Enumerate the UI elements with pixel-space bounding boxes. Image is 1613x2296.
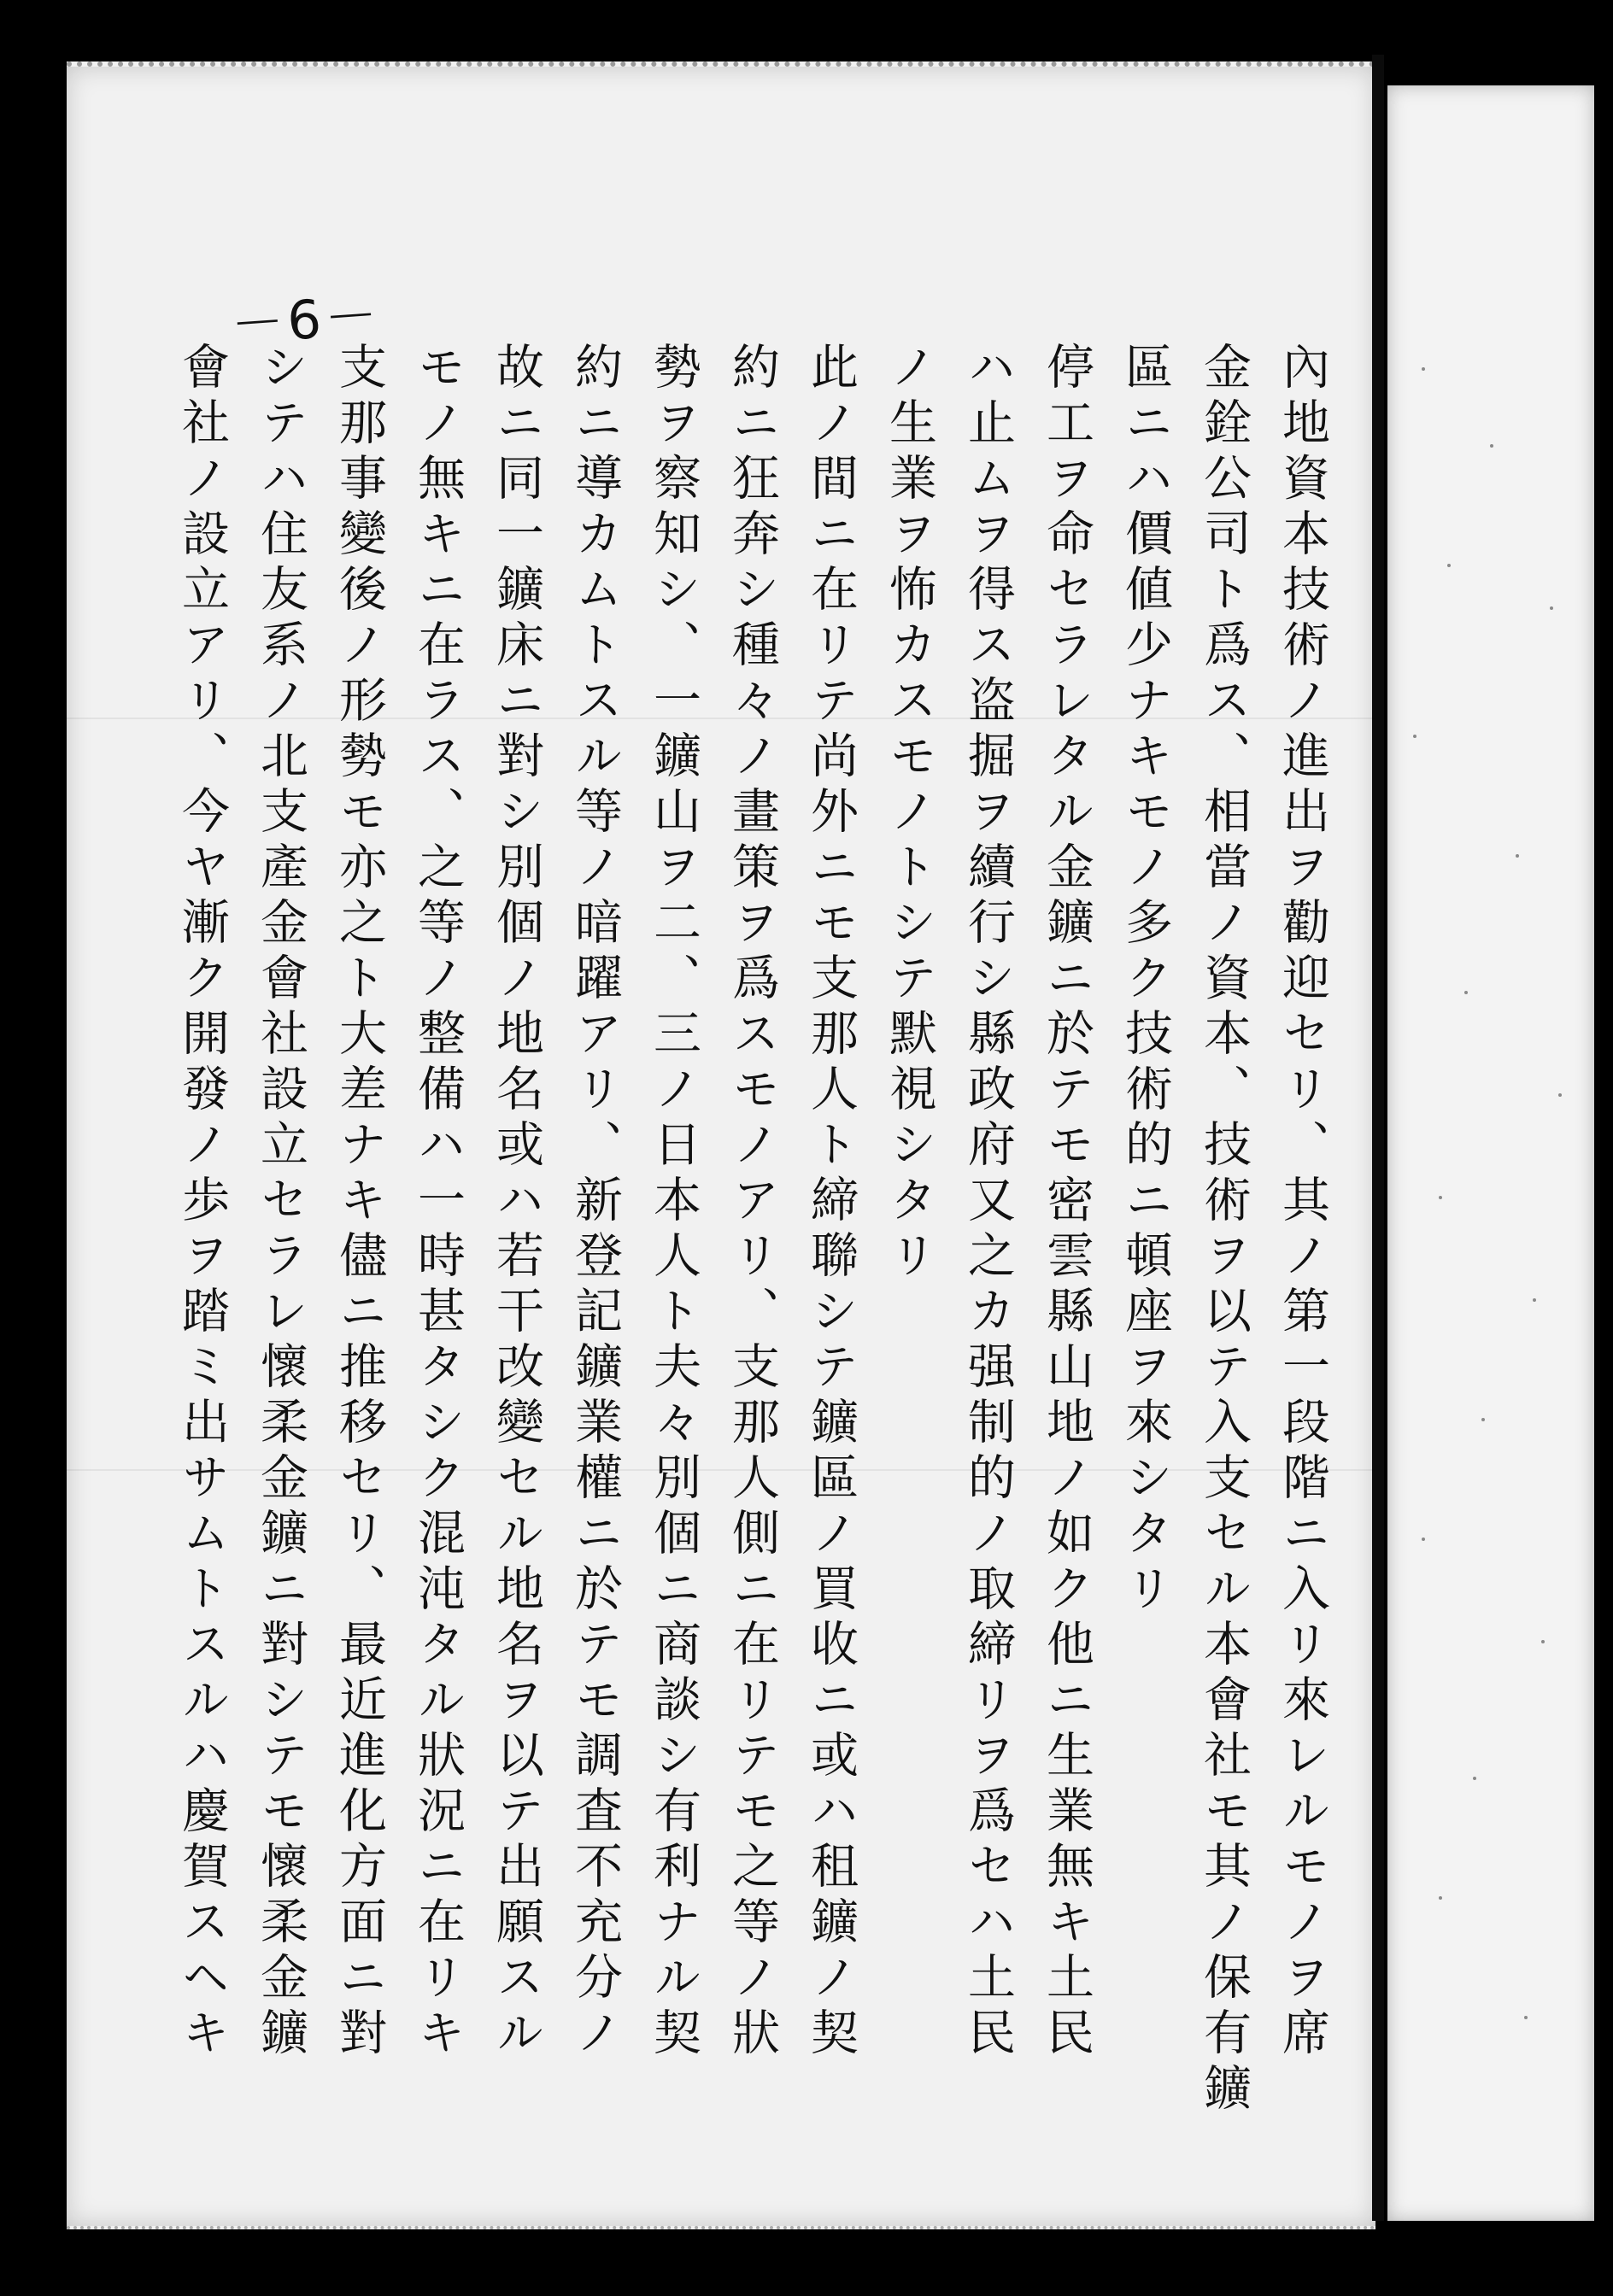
scan-speckle xyxy=(1490,444,1493,448)
vertical-text-body xyxy=(174,342,1341,2118)
text-column: 停工ヲ命セラレタル金鑛ニ於テモ密雲縣山地ノ如ク他ニ生業無キ土民 xyxy=(1039,342,1094,2063)
scan-speckle xyxy=(1464,991,1468,994)
text-column: 約ニ導カムトスル等ノ暗躍アリ、新登記鑛業權ニ於テモ調査不充分ノ xyxy=(567,342,623,2063)
page-number: －6－ xyxy=(229,283,384,357)
scan-speckle xyxy=(1524,2016,1528,2019)
scan-speckle xyxy=(1516,854,1519,858)
text-column: 約ニ狂奔シ種々ノ畫策ヲ爲スモノアリ、支那人側ニ在リテモ之等ノ狀 xyxy=(724,342,780,2063)
text-column: 勢ヲ察知シ、一鑛山ヲ二、三ノ日本人ト夫々別個ニ商談シ有利ナル契 xyxy=(646,342,701,2063)
scan-speckle xyxy=(1447,564,1451,567)
scan-speckle xyxy=(1422,367,1425,371)
scan-speckle xyxy=(1550,606,1553,610)
text-column: 此ノ間ニ在リテ尚外ニモ支那人ト締聯シテ鑛區ノ買收ニ或ハ租鑛ノ契 xyxy=(803,342,859,2063)
scan-speckle xyxy=(1473,1777,1476,1780)
scan-speckle xyxy=(1439,1196,1442,1199)
scan-speckle xyxy=(1533,1298,1536,1302)
text-column: 區ニハ價値少ナキモノ多ク技術的ニ頓座ヲ來シタリ xyxy=(1117,342,1173,1619)
scan-speckle xyxy=(1558,1093,1562,1097)
scan-speckle xyxy=(1413,735,1417,738)
text-column: 金銓公司ト爲ス、相當ノ資本、技術ヲ以テ入支セル本會社モ其ノ保有鑛 xyxy=(1196,342,1252,2118)
scan-speckle xyxy=(1481,1418,1485,1421)
page-gutter xyxy=(1372,55,1384,2221)
adjacent-page-strip xyxy=(1387,85,1594,2221)
text-column: モノ無キニ在ラス、之等ノ整備ハ一時甚タシク混沌タル狀況ニ在リキ xyxy=(410,342,466,2063)
text-column: 故ニ同一鑛床ニ對シ別個ノ地名或ハ若干改變セル地名ヲ以テ出願スル xyxy=(489,342,544,2063)
text-column: ハ止ムヲ得ス盗掘ヲ續行シ縣政府又之カ强制的ノ取締リヲ爲セハ土民 xyxy=(960,342,1016,2063)
scan-speckle xyxy=(1422,1538,1425,1541)
scan-speckle xyxy=(1541,1640,1545,1643)
text-column: ノ生業ヲ怖カスモノトシテ默視シタリ xyxy=(882,342,937,1286)
text-column: 內地資本技術ノ進出ヲ勸迎セリ、其ノ第一段階ニ入リ來レルモノヲ席 xyxy=(1275,342,1330,2063)
scan-speckle xyxy=(1439,1896,1442,1900)
text-column: 支那事變後ノ形勢モ亦之ト大差ナキ儘ニ推移セリ、最近進化方面ニ對 xyxy=(331,342,387,2063)
text-column: シテハ住友系ノ北支產金會社設立セラレ懷柔金鑛ニ對シテモ懷柔金鑛 xyxy=(253,342,308,2063)
text-column: 會社ノ設立アリ、今ヤ漸ク開發ノ歩ヲ踏ミ出サムトスルハ慶賀スヘキ xyxy=(174,342,230,2063)
